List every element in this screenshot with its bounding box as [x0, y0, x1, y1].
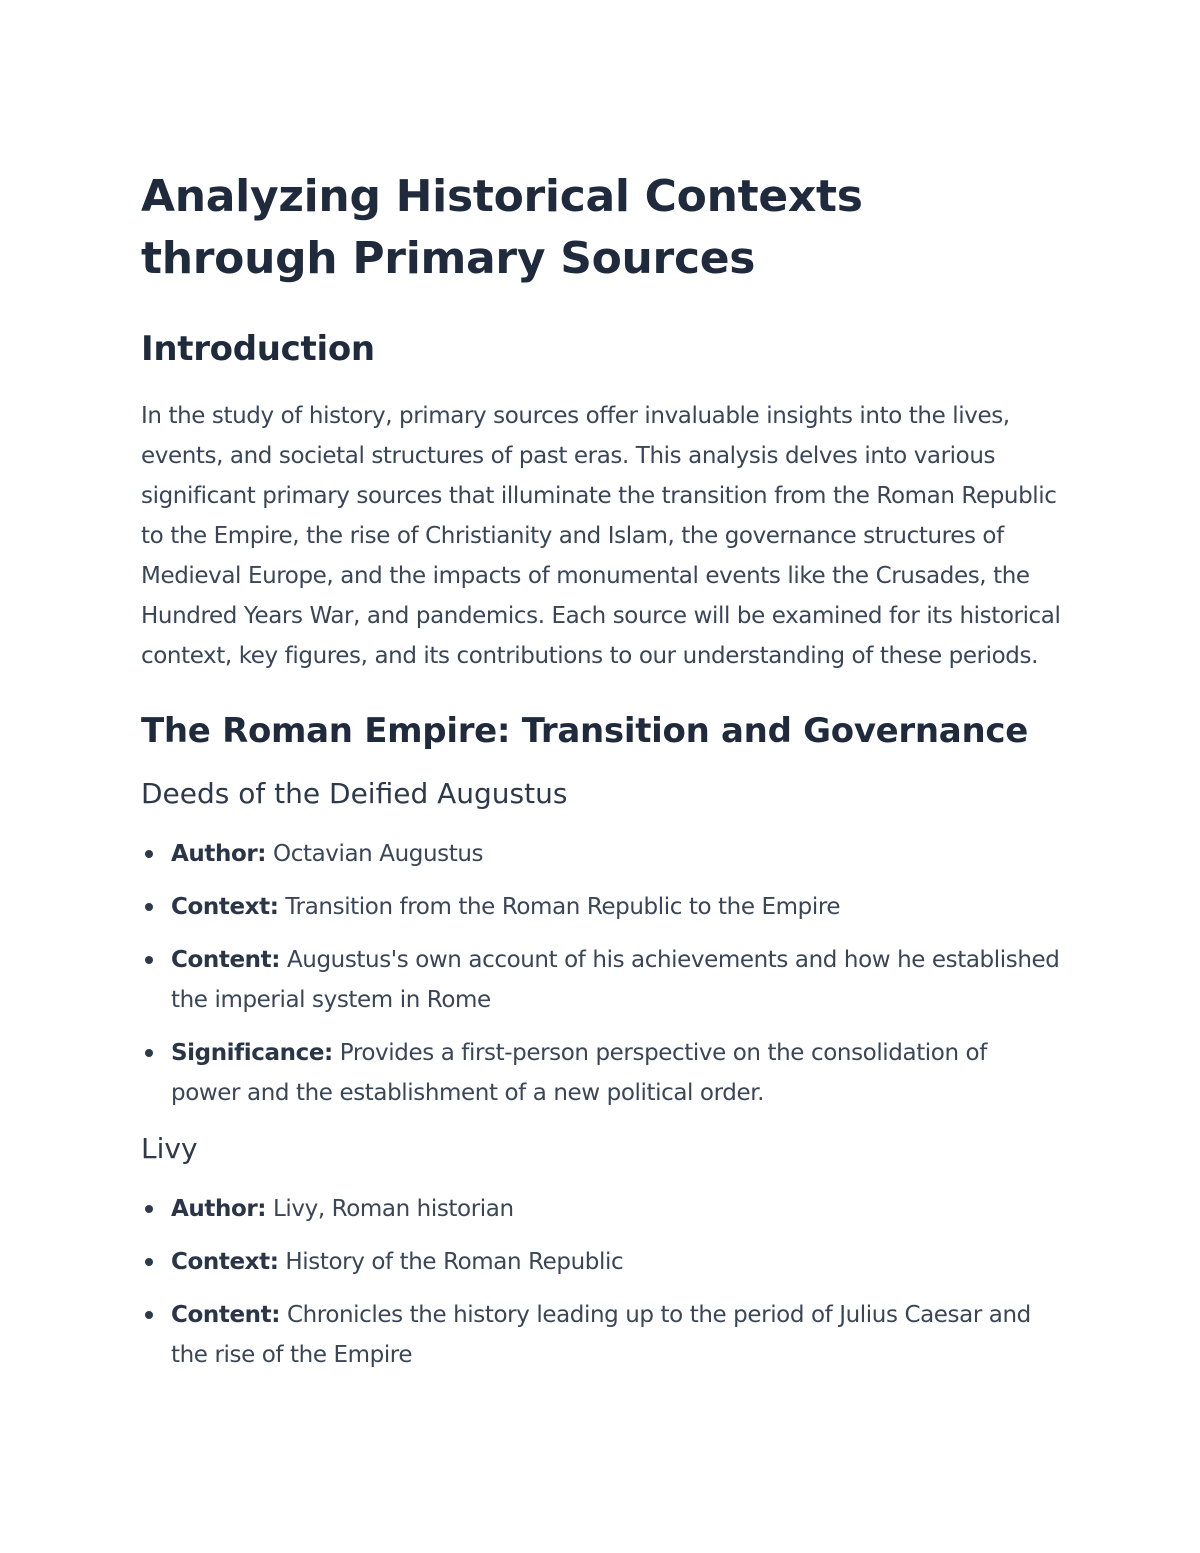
item-label: Content	[171, 1302, 272, 1328]
list-item: Content: Augustus's own account of his achievements and how he established the imperial system in Rome	[141, 940, 1061, 1020]
item-label: Author	[171, 1196, 258, 1222]
bullet-icon	[145, 850, 153, 858]
item-text: Augustus's own account of his achievements and how he established the imperial system in Rome	[171, 947, 1060, 1013]
item-label: Significance	[171, 1040, 325, 1066]
bullet-icon	[145, 1311, 153, 1319]
document-title: Analyzing Historical Contexts through Primary Sources	[141, 171, 863, 284]
list-item: Author: Octavian Augustus	[141, 834, 1061, 874]
item-label: Content	[171, 947, 272, 973]
bullet-icon	[145, 956, 153, 964]
livy-list	[141, 1189, 1061, 1375]
item-text: Transition from the Roman Republic to the Empire	[278, 894, 841, 920]
bullet-icon	[145, 1049, 153, 1057]
deeds-list	[141, 834, 1061, 1113]
list-item: Context: History of the Roman Republic	[141, 1242, 1061, 1282]
item-text: Octavian Augustus	[266, 841, 484, 867]
item-text: Provides a first-person perspective on the consolidation of power and the establishment of a new political order.	[171, 1040, 987, 1106]
section-heading-roman-empire: The Roman Empire: Transition and Governance	[141, 711, 1028, 751]
bullet-icon	[145, 903, 153, 911]
item-label: Context	[171, 894, 270, 920]
list-item: Author: Livy, Roman historian	[141, 1189, 1061, 1229]
item-label: Context	[171, 1249, 270, 1275]
bullet-icon	[145, 1205, 153, 1213]
list-item: Context: Transition from the Roman Republic to the Empire	[141, 887, 1061, 927]
item-label: Author	[171, 841, 258, 867]
document-page	[141, 166, 1061, 1388]
bullet-icon	[145, 1258, 153, 1266]
list-item: Significance: Provides a first-person perspective on the consolidation of power and the establishment of a new political order.	[141, 1033, 1061, 1113]
subsection-heading-livy: Livy	[141, 1132, 198, 1165]
item-text: History of the Roman Republic	[278, 1249, 624, 1275]
item-text: Livy, Roman historian	[266, 1196, 514, 1222]
introduction-paragraph: In the study of history, primary sources offer invaluable insights into the lives, events, and societal structures of past eras. This analysis delves into various significant primary sources that illuminate the transition from the Roman Republic to the Empire, the rise of Christianity and Islam, the governance structures of Medieval Europe, and the impacts of monumental events like the Crusades, the Hundred Years War, and pandemics. Each source will be examined for its historical context, key figures, and its contributions to our understanding of these periods.	[141, 403, 1061, 669]
section-heading-introduction: Introduction	[141, 329, 375, 369]
item-text: Chronicles the history leading up to the period of Julius Caesar and the rise of the Empire	[171, 1302, 1031, 1368]
subsection-heading-deeds: Deeds of the Deified Augustus	[141, 777, 568, 810]
list-item: Content: Chronicles the history leading up to the period of Julius Caesar and the rise of the Empire	[141, 1295, 1061, 1375]
